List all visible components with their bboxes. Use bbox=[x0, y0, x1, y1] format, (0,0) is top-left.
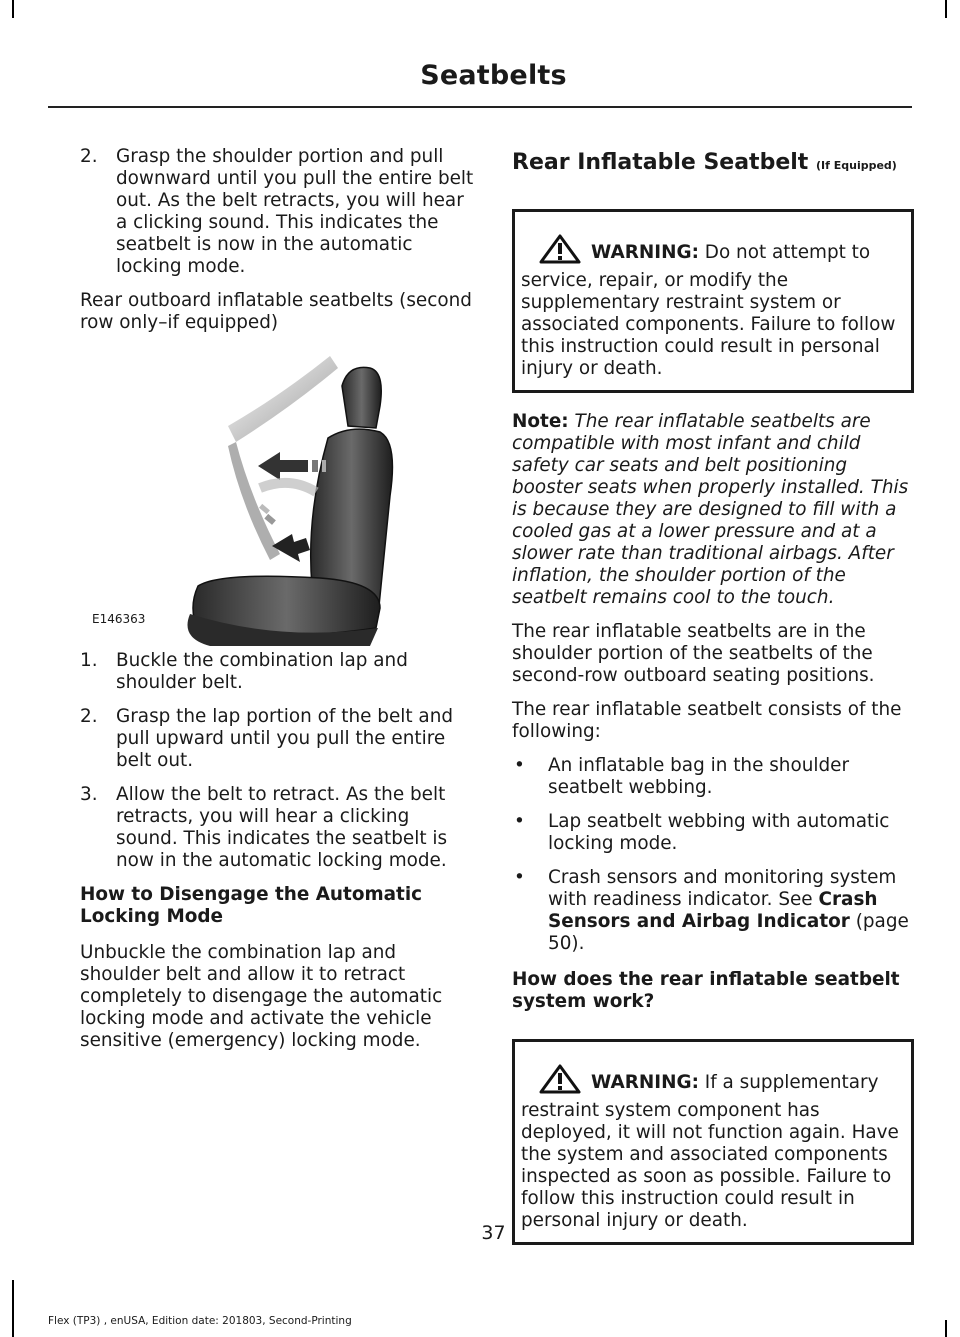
figure-label: E146363 bbox=[92, 612, 146, 626]
bullet-text: Crash sensors and monitoring system with readiness indicator. See bbox=[548, 867, 897, 910]
bullet-item bbox=[512, 755, 914, 799]
section-title-tag: (If Equipped) bbox=[815, 159, 897, 172]
bullet-text: An inflatable bag in the shoulder seatbelt webbing. bbox=[548, 755, 850, 798]
warning-text: Do not attempt to service, repair, or modify the supplementary restraint system or associated components. Failure to follow this instruction could result in personal injury or death. bbox=[521, 242, 896, 379]
bullet-list bbox=[512, 755, 914, 955]
item-text: Buckle the combination lap and shoulder belt. bbox=[116, 650, 408, 693]
item-number: 2. bbox=[80, 146, 98, 167]
paragraph: The rear inflatable seatbelt consists of the following: bbox=[512, 699, 902, 742]
item-text: Allow the belt to retract. As the belt retracts, you will hear a clicking sound. This indicates the seatbelt is now in the automatic locking mode. bbox=[116, 784, 448, 871]
item-number: 1. bbox=[80, 650, 98, 671]
warning-icon bbox=[539, 1064, 581, 1100]
bullet-dot: • bbox=[514, 811, 525, 832]
footer-edition: Flex (TP3) , enUSA, Edition date: 201803, Second-Printing bbox=[48, 1315, 352, 1327]
list-item bbox=[80, 146, 476, 278]
left-column bbox=[80, 146, 476, 1064]
warning-box bbox=[512, 1039, 914, 1245]
warning-label: WARNING: bbox=[591, 1072, 699, 1093]
bullet-text: Lap seatbelt webbing with automatic locking mode. bbox=[548, 811, 890, 854]
page-title: Seatbelts bbox=[420, 60, 567, 91]
warning-label: WARNING: bbox=[591, 242, 699, 263]
disengage-heading: How to Disengage the Automatic Locking Mode bbox=[80, 884, 423, 927]
seat-illustration bbox=[80, 346, 476, 636]
note-label: Note: bbox=[512, 411, 569, 432]
item-number: 3. bbox=[80, 784, 98, 805]
item-number: 2. bbox=[80, 706, 98, 727]
header-rule bbox=[48, 106, 912, 108]
bullet-item bbox=[512, 867, 914, 955]
list-item bbox=[80, 706, 476, 772]
note-text: The rear inflatable seatbelts are compatible with most infant and child safety car seats and belt positioning booster seats when properly installed. This is because they are designed to fill with a cooled gas at a lower pressure and at a slower rate than traditional airbags. After inflation, the shoulder portion of the seatbelt remains cool to the touch. bbox=[512, 411, 909, 608]
warning-box bbox=[512, 209, 914, 393]
item-text: Grasp the lap portion of the belt and pull upward until you pull the entire belt out. bbox=[116, 706, 454, 771]
howto-heading: How does the rear inflatable seatbelt system work? bbox=[512, 969, 900, 1012]
item-text: Grasp the shoulder portion and pull downward until you pull the entire belt out. As the belt retracts, you will hear a clicking sound. This indicates the seatbelt is now in the automatic locking mode. bbox=[116, 146, 474, 277]
paragraph: The rear inflatable seatbelts are in the shoulder portion of the seatbelts of the second-row outboard seating positions. bbox=[512, 621, 875, 686]
bullet-item bbox=[512, 811, 914, 855]
page-reference: (page 50). bbox=[548, 911, 909, 954]
warning-icon bbox=[539, 234, 581, 270]
crop-mark bbox=[945, 1320, 947, 1337]
list-item bbox=[80, 784, 476, 872]
list-item bbox=[80, 650, 476, 694]
page-number: 37 bbox=[481, 1222, 506, 1244]
cross-reference-link[interactable]: Crash Sensors and Airbag Indicator bbox=[548, 889, 878, 932]
bullet-dot: • bbox=[514, 755, 525, 776]
section-title bbox=[512, 150, 914, 179]
right-column bbox=[512, 146, 914, 1263]
crop-mark bbox=[945, 0, 947, 18]
note bbox=[512, 411, 914, 609]
warning-text: If a supplementary restraint system component has deployed, it will not function again. Have the system and associated components inspected as soon as possible. Failure to follow this instruction could result in personal injury or death. bbox=[521, 1072, 899, 1231]
crop-mark bbox=[12, 1280, 14, 1337]
bullet-dot: • bbox=[514, 867, 525, 888]
crop-mark bbox=[12, 0, 14, 18]
section-title-text: Rear Inflatable Seatbelt bbox=[512, 150, 809, 175]
disengage-paragraph: Unbuckle the combination lap and shoulder belt and allow it to retract completely to disengage the automatic locking mode and activate the vehicle sensitive (emergency) locking mode. bbox=[80, 942, 443, 1051]
rear-outboard-paragraph: Rear outboard inflatable seatbelts (second row only–if equipped) bbox=[80, 290, 472, 333]
